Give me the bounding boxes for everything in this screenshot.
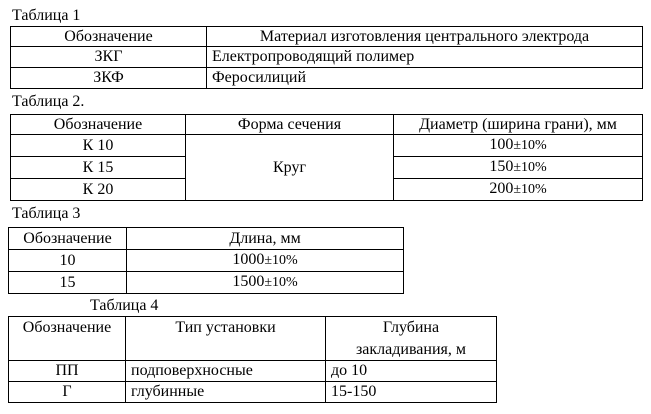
table2-value: 100 [489, 136, 514, 153]
table3-cell-length [127, 250, 404, 272]
table3-cell-length [127, 272, 404, 294]
table4-caption: Таблица 4 [90, 297, 159, 314]
table4 [8, 316, 497, 403]
table4-cell-code: Г [9, 382, 126, 403]
table-row [9, 272, 404, 294]
table2-header-code: Обозначение [11, 115, 186, 135]
table4-cell-depth: до 10 [326, 361, 497, 382]
table4-header-type: Тип установки [126, 317, 326, 361]
table-row [11, 135, 643, 157]
table4-cell-code: ПП [9, 361, 126, 382]
table1-header-code: Обозначение [11, 27, 207, 47]
table2-cell-diameter [394, 135, 643, 157]
table3-header-code: Обозначение [9, 228, 127, 250]
table3-value: 1500 [232, 273, 265, 290]
table-row [9, 382, 497, 403]
table2 [10, 114, 643, 201]
table2-cell-shape: Круг [186, 135, 394, 201]
table-row [11, 47, 643, 68]
table2-cell-code: К 10 [11, 135, 186, 157]
table-row [11, 68, 643, 89]
table1-cell-code: ЗКФ [11, 68, 207, 89]
table3-caption: Таблица 3 [12, 205, 81, 222]
table1-caption: Таблица 1 [12, 7, 81, 24]
tolerance: ±10% [264, 253, 298, 268]
table1-cell-code: ЗКГ [11, 47, 207, 68]
table2-cell-diameter [394, 157, 643, 179]
table3-header-length: Длина, мм [127, 228, 404, 250]
table-row [9, 250, 404, 272]
tolerance: ±10% [513, 160, 547, 175]
table4-cell-type: подповерхносные [126, 361, 326, 382]
table4-cell-type: глубинные [126, 382, 326, 403]
table2-header-shape: Форма сечения [186, 115, 394, 135]
table2-cell-code: К 20 [11, 179, 186, 201]
table2-caption: Таблица 2. [12, 93, 85, 110]
table1 [10, 26, 643, 89]
tolerance: ±10% [513, 138, 547, 153]
table3-cell-code: 10 [9, 250, 127, 272]
table4-header-depth [326, 317, 497, 361]
table2-cell-diameter [394, 179, 643, 201]
table3 [8, 227, 404, 294]
table2-header-diameter: Диаметр (ширина грани), мм [394, 115, 643, 135]
table4-header-code: Обозначение [9, 317, 126, 361]
table2-cell-code: К 15 [11, 157, 186, 179]
table3-value: 1000 [232, 251, 265, 268]
table4-header-depth-line2: закладивания, м [355, 341, 467, 358]
table4-header-depth-line1: Глубина [382, 319, 440, 336]
table3-cell-code: 15 [9, 272, 127, 294]
table1-header-material: Материал изготовления центрального электрода [207, 27, 643, 47]
table2-value: 150 [489, 158, 514, 175]
table-row [9, 361, 497, 382]
tolerance: ±10% [513, 182, 547, 197]
tolerance: ±10% [264, 275, 298, 290]
table1-cell-material: Феросилиций [207, 68, 643, 89]
table4-cell-depth: 15-150 [326, 382, 497, 403]
table1-cell-material: Електропроводящий полимер [207, 47, 643, 68]
table2-value: 200 [489, 180, 514, 197]
